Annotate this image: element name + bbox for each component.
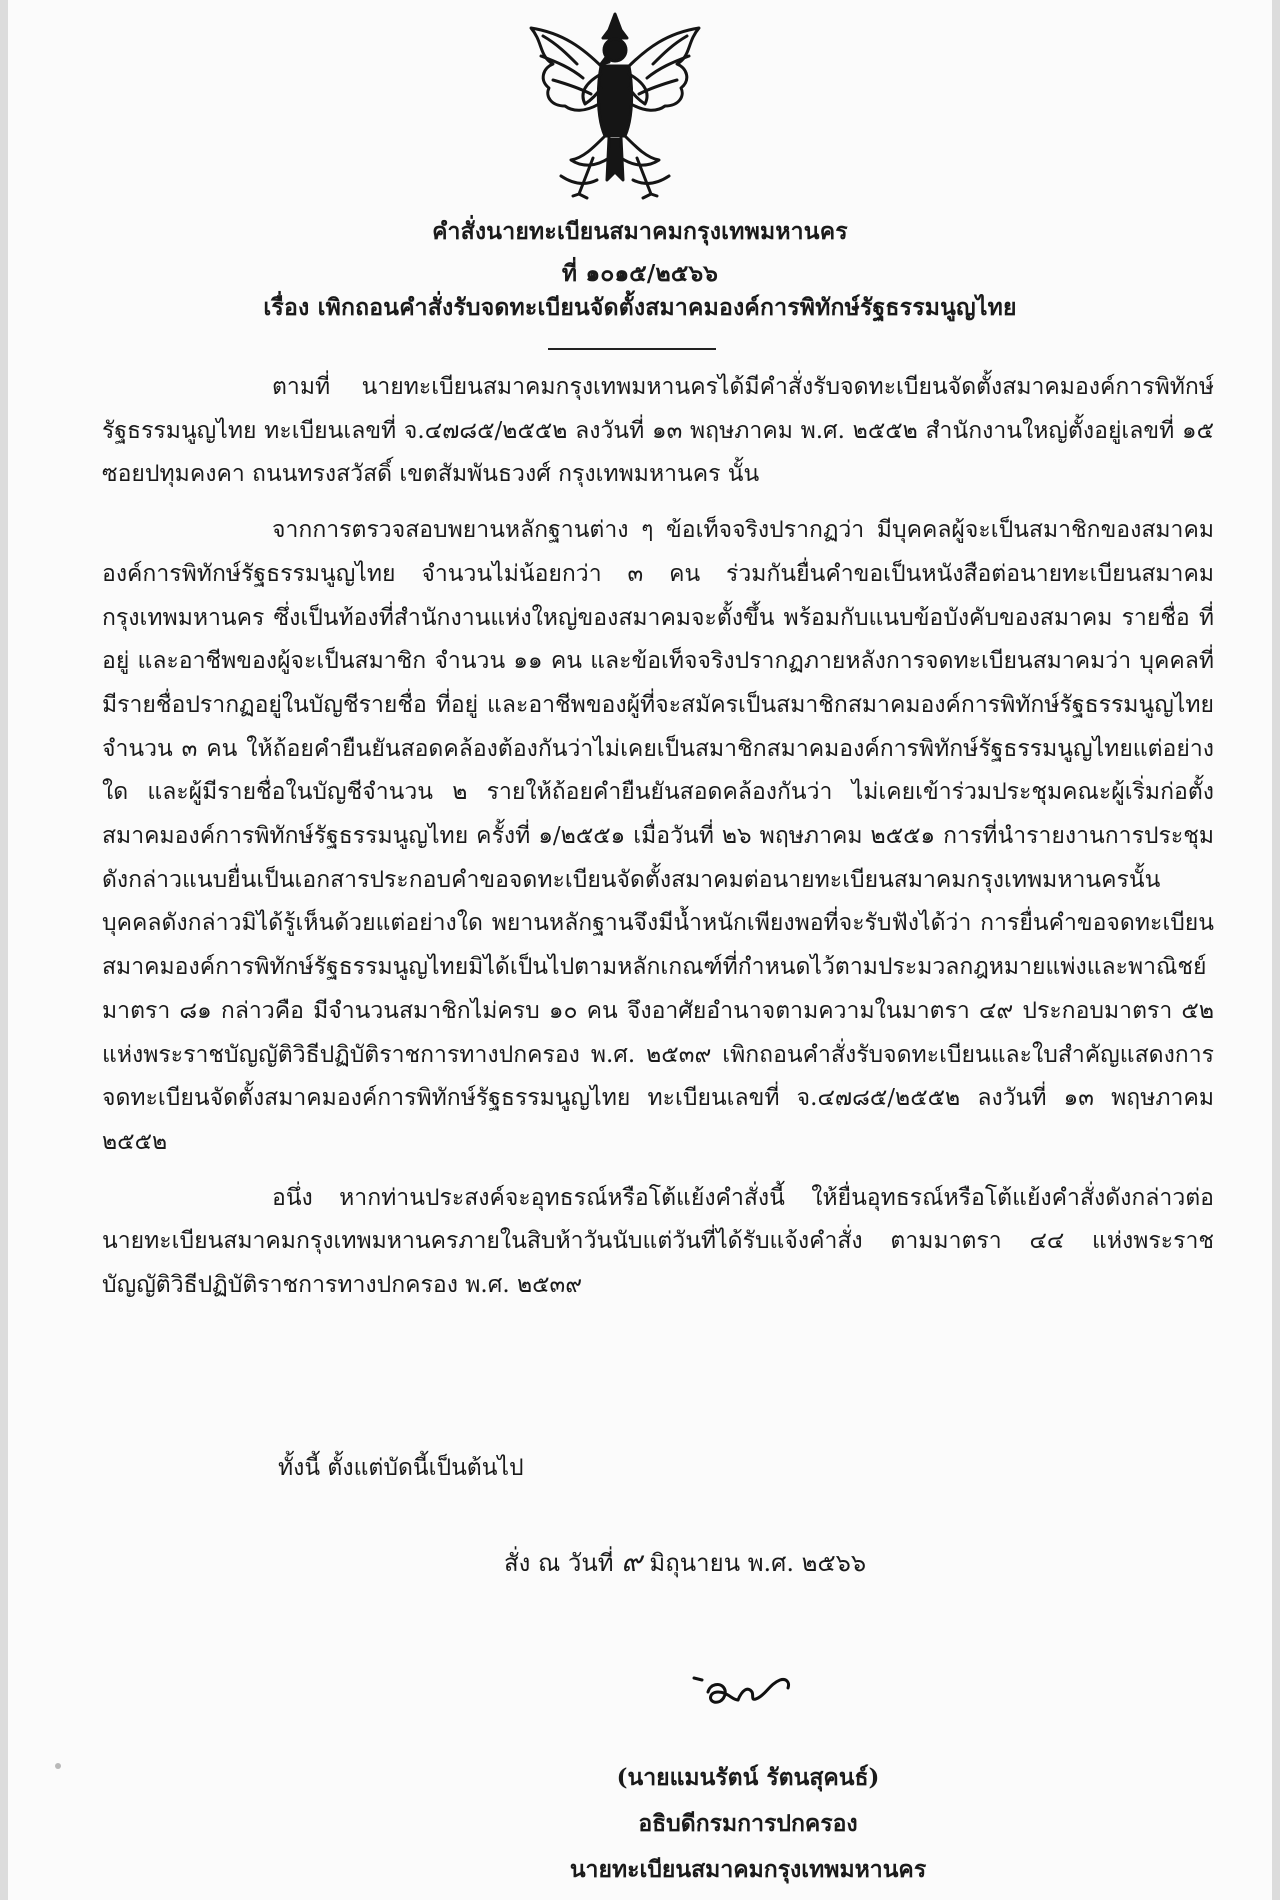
document-page [8, 0, 1272, 1900]
signatory-name: (นายแมนรัตน์ รัตนสุคนธ์) [616, 1764, 880, 1791]
order-subject: เรื่อง เพิกถอนคำสั่งรับจดทะเบียนจัดตั้งสมาคมองค์การพิทักษ์รัฐธรรมนูญไทย [263, 294, 1017, 321]
date-suffix: มิถุนายน พ.ศ. ๒๕๖๖ [649, 1549, 867, 1577]
scan-speck [55, 1763, 61, 1769]
order-title: คำสั่งนายทะเบียนสมาคมกรุงเทพมหานคร [432, 218, 848, 245]
order-date [504, 1540, 866, 1584]
signatory-position: อธิบดีกรมการปกครอง [638, 1810, 858, 1837]
paragraph: ตามที่ นายทะเบียนสมาคมกรุงเทพมหานครได้มีคำสั่งรับจดทะเบียนจัดตั้งสมาคมองค์การพิทักษ์รัฐธรรมนูญไทย ทะเบียนเลขที่ จ.๔๗๘๕/๒๕๕๒ ลงวันที่ ๑๓ พฤษภาคม พ.ศ. ๒๕๕๒ สำนักงานใหญ่ตั้งอยู่เลขที่ ๑๕ ซอยปทุมคงคา ถนนทรงสวัสดิ์ เขตสัมพันธวงศ์ กรุงเทพมหานคร นั้น [102, 374, 1214, 488]
document-body [102, 366, 1214, 1308]
handwritten-signature [688, 1660, 798, 1720]
order-number: ที่ ๑๐๑๕/๒๕๖๖ [561, 260, 719, 287]
paragraph: จากการตรวจสอบพยานหลักฐานต่าง ๆ ข้อเท็จจริงปรากฏว่า มีบุคคลผู้จะเป็นสมาชิกของสมาคมองค์การพิทักษ์รัฐธรรมนูญไทย จำนวนไม่น้อยกว่า ๓ คน ร่วมกันยื่นคำขอเป็นหนังสือต่อนายทะเบียนสมาคมกรุงเทพมหานคร ซึ่งเป็นท้องที่สำนักงานแห่งใหญ่ของสมาคมจะตั้งขึ้น พร้อมกับแนบข้อบังคับของสมาคม รายชื่อ ที่อยู่ และอาชีพของผู้จะเป็นสมาชิก จำนวน ๑๑ คน และข้อเท็จจริงปรากฏภายหลังการจดทะเบียนสมาคมว่า บุคคลที่มีรายชื่อปรากฏอยู่ในบัญชีรายชื่อ ที่อยู่ และอาชีพของผู้ที่จะสมัครเป็นสมาชิกสมาคมองค์การพิทักษ์รัฐธรรมนูญไทย จำนวน ๓ คน ให้ถ้อยคำยืนยันสอดคล้องต้องกันว่าไม่เคยเป็นสมาชิกสมาคมองค์การพิทักษ์รัฐธรรมนูญไทยแต่อย่างใด และผู้มีรายชื่อในบัญชีจำนวน ๒ รายให้ถ้อยคำยืนยันสอดคล้องกันว่า ไม่เคยเข้าร่วมประชุมคณะผู้เริ่มก่อตั้งสมาคมองค์การพิทักษ์รัฐธรรมนูญไทย ครั้งที่ ๑/๒๕๕๑ เมื่อวันที่ ๒๖ พฤษภาคม ๒๕๕๑ การที่นำรายงานการประชุมดังกล่าวแนบยื่นเป็นเอกสารประกอบคำขอจดทะเบียนจัดตั้งสมาคมต่อนายทะเบียนสมาคมกรุงเทพมหานครนั้น บุคคลดังกล่าวมิได้รู้เห็นด้วยแต่อย่างใด พยานหลักฐานจึงมีน้ำหนักเพียงพอที่จะรับฟังได้ว่า การยื่นคำขอจดทะเบียนสมาคมองค์การพิทักษ์รัฐธรรมนูญไทยมิได้เป็นไปตามหลักเกณฑ์ที่กำหนดไว้ตามประมวลกฎหมายแพ่งและพาณิชย์ มาตรา ๘๑ กล่าวคือ มีจำนวนสมาชิกไม่ครบ ๑๐ คน จึงอาศัยอำนาจตามความในมาตรา ๔๙ ประกอบมาตรา ๕๒ แห่งพระราชบัญญัติวิธีปฏิบัติราชการทางปกครอง พ.ศ. ๒๕๓๙ เพิกถอนคำสั่งรับจดทะเบียนและใบสำคัญแสดงการจดทะเบียนจัดตั้งสมาคมองค์การพิทักษ์รัฐธรรมนูญไทย ทะเบียนเลขที่ จ.๔๗๘๕/๒๕๕๒ ลงวันที่ ๑๓ พฤษภาคม ๒๕๕๒ [102, 517, 1214, 1155]
closing-statement: ทั้งนี้ ตั้งแต่บัดนี้เป็นต้นไป [278, 1455, 524, 1481]
date-prefix: สั่ง ณ วันที่ [504, 1549, 614, 1577]
header-divider [548, 348, 716, 350]
garuda-emblem-icon [513, 8, 718, 206]
signatory-role: นายทะเบียนสมาคมกรุงเทพมหานคร [569, 1856, 927, 1883]
paragraph: อนึ่ง หากท่านประสงค์จะอุทธรณ์หรือโต้แย้งคำสั่งนี้ ให้ยื่นอุทธรณ์หรือโต้แย้งคำสั่งดังกล่าวต่อนายทะเบียนสมาคมกรุงเทพมหานครภายในสิบห้าวันนับแต่วันที่ได้รับแจ้งคำสั่ง ตามมาตรา ๔๔ แห่งพระราชบัญญัติวิธีปฏิบัติราชการทางปกครอง พ.ศ. ๒๕๓๙ [102, 1184, 1214, 1299]
date-day: ๙ [621, 1545, 642, 1578]
